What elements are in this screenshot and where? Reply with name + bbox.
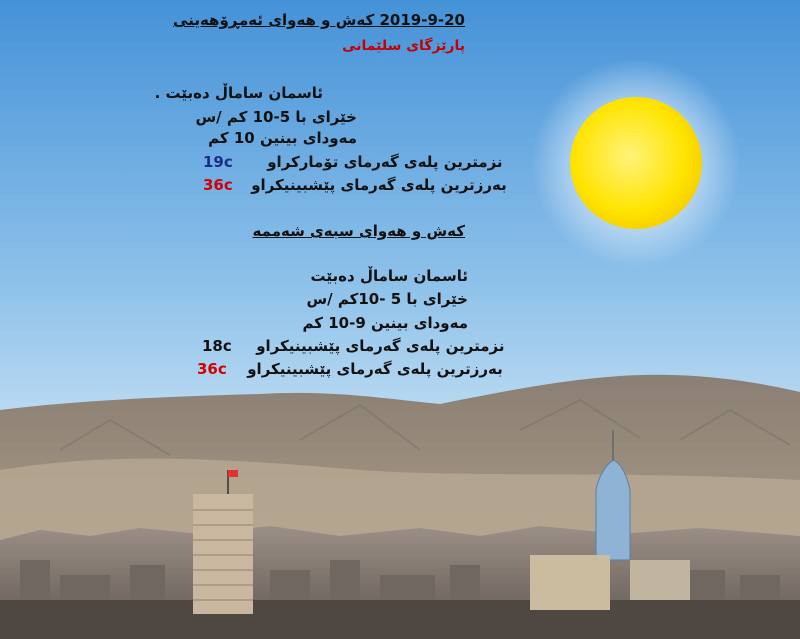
today-max-label: بەرزترین پلەی گەرمای پێشبینیکراو	[251, 176, 507, 194]
tomorrow-sky: ئاسمان ساماڵ دەبێت	[310, 267, 468, 285]
tomorrow-title: کەش و هەوای سبەی شەممە	[252, 222, 465, 240]
sun-icon	[531, 58, 741, 268]
today-max-value: 36c	[203, 176, 233, 194]
today-min-row	[203, 153, 503, 171]
tomorrow-min-row	[202, 337, 505, 355]
today-title	[173, 11, 465, 29]
today-sky: ئاسمان ساماڵ دەبێت .	[154, 84, 323, 102]
tower-right	[596, 460, 630, 560]
today-visibility: مەودای بینین 10 کم	[208, 129, 357, 147]
tomorrow-min-label: نزمترین پلەی گەرمای پێشبینیکراو	[256, 337, 505, 355]
today-min-value: 19c	[203, 153, 233, 171]
tomorrow-visibility: مەودای بینین 9-10 کم	[302, 314, 468, 332]
today-min-label: نزمترین پلەی گەرمای تۆمارکراو	[267, 153, 503, 171]
today-date: 2019-9-20	[379, 11, 465, 29]
location-label: پارێزگای سلێمانی	[342, 38, 465, 54]
tomorrow-max-row	[197, 360, 503, 378]
tomorrow-min-value: 18c	[202, 337, 232, 355]
tomorrow-max-label: بەرزترین پلەی گەرمای پێشبینیکراو	[247, 360, 503, 378]
today-wind: خێرای با 5-10 کم /س	[195, 108, 357, 126]
tomorrow-max-value: 36c	[197, 360, 227, 378]
today-heading: کەش و هەوای ئەمڕۆهەینی	[173, 11, 375, 29]
today-max-row	[203, 176, 507, 194]
tomorrow-wind: خێرای با 5 -10کم /س	[306, 290, 468, 308]
tower-left	[193, 494, 253, 614]
